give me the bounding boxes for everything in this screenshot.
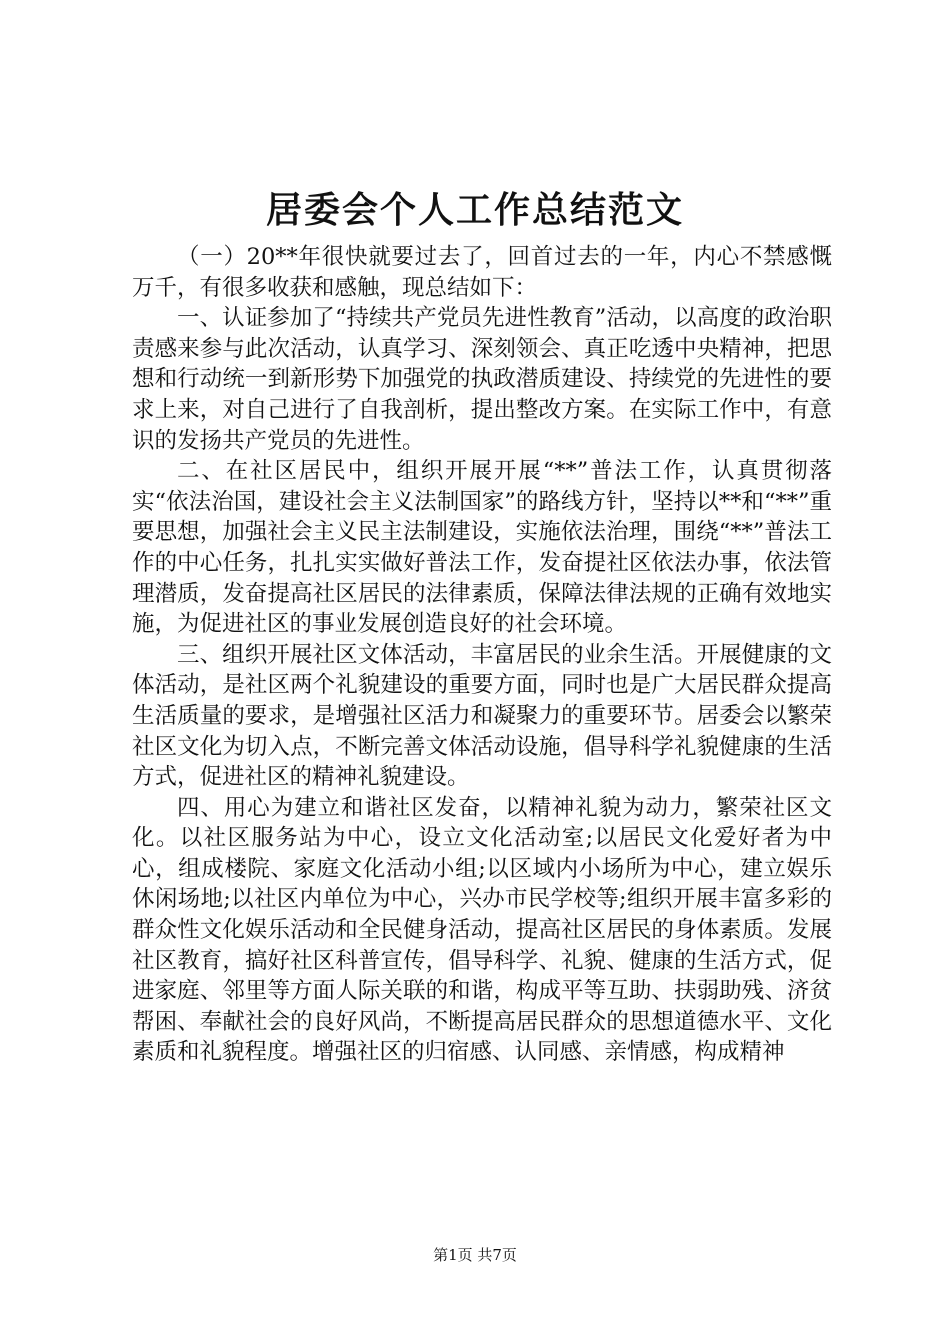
page-number-footer: 第1页 共7页 (433, 1246, 517, 1264)
document-body (132, 242, 832, 1068)
paragraph-intro: （一）20**年很快就要过去了，回首过去的一年，内心不禁感慨万千，有很多收获和感触，现总结如下： (132, 244, 832, 301)
document-title: 居委会个人工作总结范文 (265, 189, 684, 231)
paragraph-section-1: 一、认证参加了“持续共产党员先进性教育”活动，以高度的政治职责感来参与此次活动，认真学习、深刻领会、真正吃透中央精神，把思想和行动统一到新形势下加强党的执政潜质建设、持续党的先进性的要求上来，对自己进行了自我剖析，提出整改方案。在实际工作中，有意识的发扬共产党员的先进性。 (132, 305, 832, 454)
paragraph-section-3: 三、组织开展社区文体活动，丰富居民的业余生活。开展健康的文体活动，是社区两个礼貌建设的重要方面，同时也是广大居民群众提高生活质量的要求，是增强社区活力和凝聚力的重要环节。居委会以繁荣社区文化为切入点，不断完善文体活动设施，倡导科学礼貌健康的生活方式，促进社区的精神礼貌建设。 (132, 641, 832, 791)
paragraph-section-4: 四、用心为建立和谐社区发奋，以精神礼貌为动力，繁荣社区文化。以社区服务站为中心，设立文化活动室;以居民文化爱好者为中心，组成楼院、家庭文化活动小组;以区域内小场所为中心，建立娱乐休闲场地;以社区内单位为中心，兴办市民学校等;组织开展丰富多彩的群众性文化娱乐活动和全民健身活动，提高社区居民的身体素质。发展社区教育，搞好社区科普宣传，倡导科学、礼貌、健康的生活方式，促进家庭、邻里等方面人际关联的和谐，构成平等互助、扶弱助残、济贫帮困、奉献社会的良好风尚，不断提高居民群众的思想道德水平、文化素质和礼貌程度。增强社区的归宿感、认同感、亲情感，构成精神 (132, 794, 832, 1066)
paragraph-section-2: 二、在社区居民中，组织开展开展“**”普法工作，认真贯彻落实“依法治国，建设社会主义法制国家”的路线方针，坚持以**和“**”重要思想，加强社会主义民主法制建设，实施依法治理，围绕“**”普法工作的中心任务，扎扎实实做好普法工作，发奋提社区依法办事，依法管理潜质，发奋提高社区居民的法律素质，保障法律法规的正确有效地实施，为促进社区的事业发展创造良好的社会环境。 (132, 458, 832, 638)
